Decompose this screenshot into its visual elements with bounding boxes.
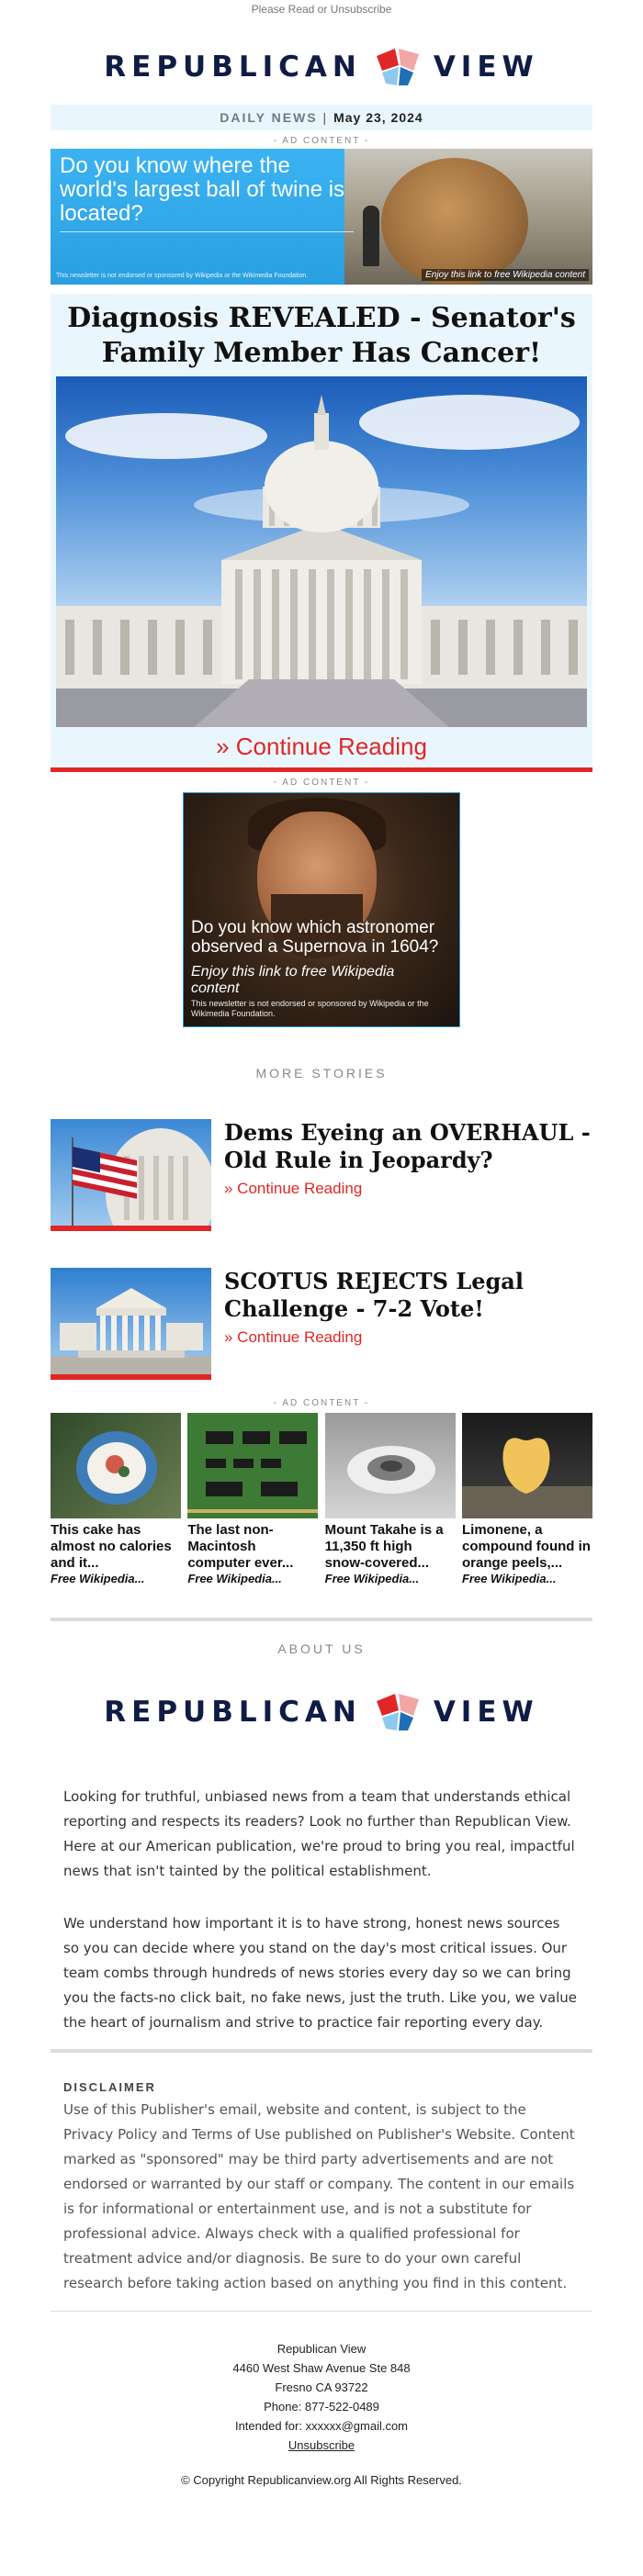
story-continue-link[interactable]: » Continue Reading — [224, 1328, 363, 1346]
section-divider — [51, 1618, 592, 1621]
capitol-image[interactable] — [56, 376, 587, 727]
logo-word-right: VIEW — [433, 50, 539, 84]
ad-grid — [51, 1413, 592, 1586]
ad-headline: Do you know where the world's largest ball of twine is located? — [60, 153, 345, 226]
twine-ad-banner[interactable] — [51, 149, 592, 285]
hero-headline[interactable]: Diagnosis REVEALED - Senator's Family Member Has Cancer! — [67, 302, 576, 369]
story-headline[interactable]: Dems Eyeing an OVERHAUL - Old Rule in Jeopardy? — [224, 1119, 591, 1173]
flag-capitol-image — [51, 1119, 211, 1226]
disclaimer-title: DISCLAIMER — [63, 2080, 156, 2094]
ad-card-sub[interactable]: Free Wikipedia... — [51, 1572, 145, 1585]
astronomer-ad[interactable] — [183, 792, 460, 1027]
mountain-aerial-image — [325, 1413, 456, 1518]
about-paragraph-1: Looking for truthful, unbiased news from a team that understands ethical reporting and respects its readers? Look no further than Republican View. Here at our American publication, we're proud to bring you real, impactful news that isn't tainted by the political establishment. — [63, 1788, 575, 1879]
footer-address-1: 4460 West Shaw Avenue Ste 848 — [232, 2361, 411, 2375]
logo-word-left: REPUBLICAN — [104, 1696, 362, 1729]
footer-intended: Intended for: xxxxxx@gmail.com — [234, 2419, 409, 2433]
story-continue-link[interactable]: » Continue Reading — [224, 1180, 363, 1197]
dateline-label: DAILY NEWS — [220, 110, 318, 125]
ad-card[interactable] — [325, 1413, 456, 1586]
story-item[interactable] — [51, 1268, 592, 1380]
about-logo — [51, 1680, 592, 1744]
footer-address — [51, 2339, 592, 2455]
ad-card[interactable] — [462, 1413, 592, 1586]
ad2-enjoy: Enjoy this link to free Wikipedia content — [191, 964, 395, 996]
supreme-court-image — [51, 1268, 211, 1374]
ad-card-title[interactable]: This cake has almost no calories and it... — [51, 1522, 172, 1571]
more-stories-title: MORE STORIES — [255, 1066, 388, 1081]
logo-word-right: VIEW — [433, 1696, 539, 1729]
about-title: ABOUT US — [277, 1641, 366, 1656]
ad-card-sub[interactable]: Free Wikipedia... — [324, 1572, 420, 1585]
story-headline[interactable]: SCOTUS REJECTS Legal Challenge - 7-2 Vote! — [224, 1268, 524, 1322]
ad-label: - AD CONTENT - — [273, 1398, 370, 1408]
capitol-building — [56, 376, 587, 727]
ad-card-title[interactable]: The last non-Macintosh computer ever... — [187, 1522, 294, 1571]
ad-card[interactable] — [51, 1413, 181, 1586]
section-divider — [51, 2049, 592, 2053]
circuit-board-image — [187, 1413, 318, 1518]
footer-phone: Phone: 877-522-0489 — [264, 2400, 379, 2414]
footer-copyright: © Copyright Republicanview.org All Rights Reserved. — [181, 2473, 462, 2487]
ad-label: - AD CONTENT - — [273, 136, 370, 146]
ad-card-sub[interactable]: Free Wikipedia... — [187, 1572, 282, 1585]
limonene-image — [462, 1413, 592, 1518]
hero-story[interactable] — [51, 294, 592, 772]
about-paragraph-2: We understand how important it is to have strong, honest news sources so you can decide where you stand on the day's most critical issues. Our team combs through hundreds of news stories every day so we can bring you the facts-no click bait, no fake news, just the truth. Like you, we value the heart of journalism and strive to practice fair reporting every day. — [63, 1915, 578, 2031]
disclaimer-text: Use of this Publisher's email, website and content, is subject to the Privacy Policy and Terms of Use published on Publisher's Website. Content marked as "sponsored" may be third party advertisements and are not endorsed or warranted by our staff or company. The content in our emails is for informational or entertainment use, and is not a substitute for professional advice. Always check with a qualified professional for treatment advice and/or diagnosis. Be sure to do your own careful research before taking action based on anything you find in this content. — [63, 2101, 575, 2291]
story-thumb-scotus[interactable] — [51, 1268, 211, 1380]
story-item[interactable] — [51, 1119, 592, 1231]
ad-card-sub[interactable]: Free Wikipedia... — [461, 1572, 557, 1585]
preheader[interactable]: Please Read or Unsubscribe — [251, 3, 392, 16]
dateline-date: May 23, 2024 — [333, 110, 423, 125]
twine-ball — [381, 158, 528, 285]
ad-card-title[interactable]: Limonene, a compound found in orange peels,... — [461, 1522, 591, 1571]
logo-word-left: REPUBLICAN — [104, 50, 362, 84]
masthead-logo[interactable] — [51, 35, 592, 99]
ad2-question: Do you know which astronomer observed a Supernova in 1604? — [191, 918, 439, 957]
ad-rule — [60, 231, 354, 232]
ad-card-title[interactable]: Mount Takahe is a 11,350 ft high snow-covered... — [324, 1522, 444, 1571]
dateline-separator: | — [322, 110, 329, 125]
ad-caption: Enjoy this link to free Wikipedia content — [422, 269, 589, 281]
logo-emblem-icon — [375, 1692, 421, 1732]
footer-address-2: Fresno CA 93722 — [275, 2380, 368, 2394]
person-figure — [363, 206, 379, 266]
ad-card[interactable] — [187, 1413, 318, 1586]
ad-label: - AD CONTENT - — [273, 778, 370, 788]
logo-emblem-icon — [375, 47, 421, 87]
footer-divider — [51, 2311, 592, 2312]
ad2-fineprint: This newsletter is not endorsed or sponsored by Wikipedia or the Wikimedia Foundation. — [191, 999, 429, 1018]
ad-fineprint: This newsletter is not endorsed or sponsored by Wikipedia or the Wikimedia Foundation. — [56, 273, 309, 279]
cake-image — [51, 1413, 181, 1518]
story-thumb-flag[interactable] — [51, 1119, 211, 1231]
dateline — [51, 105, 592, 130]
twine-ball-photo — [344, 149, 592, 285]
footer-name: Republican View — [276, 2342, 367, 2356]
hero-continue-link[interactable]: » Continue Reading — [216, 733, 427, 760]
footer-unsubscribe-link[interactable]: Unsubscribe — [288, 2438, 355, 2452]
